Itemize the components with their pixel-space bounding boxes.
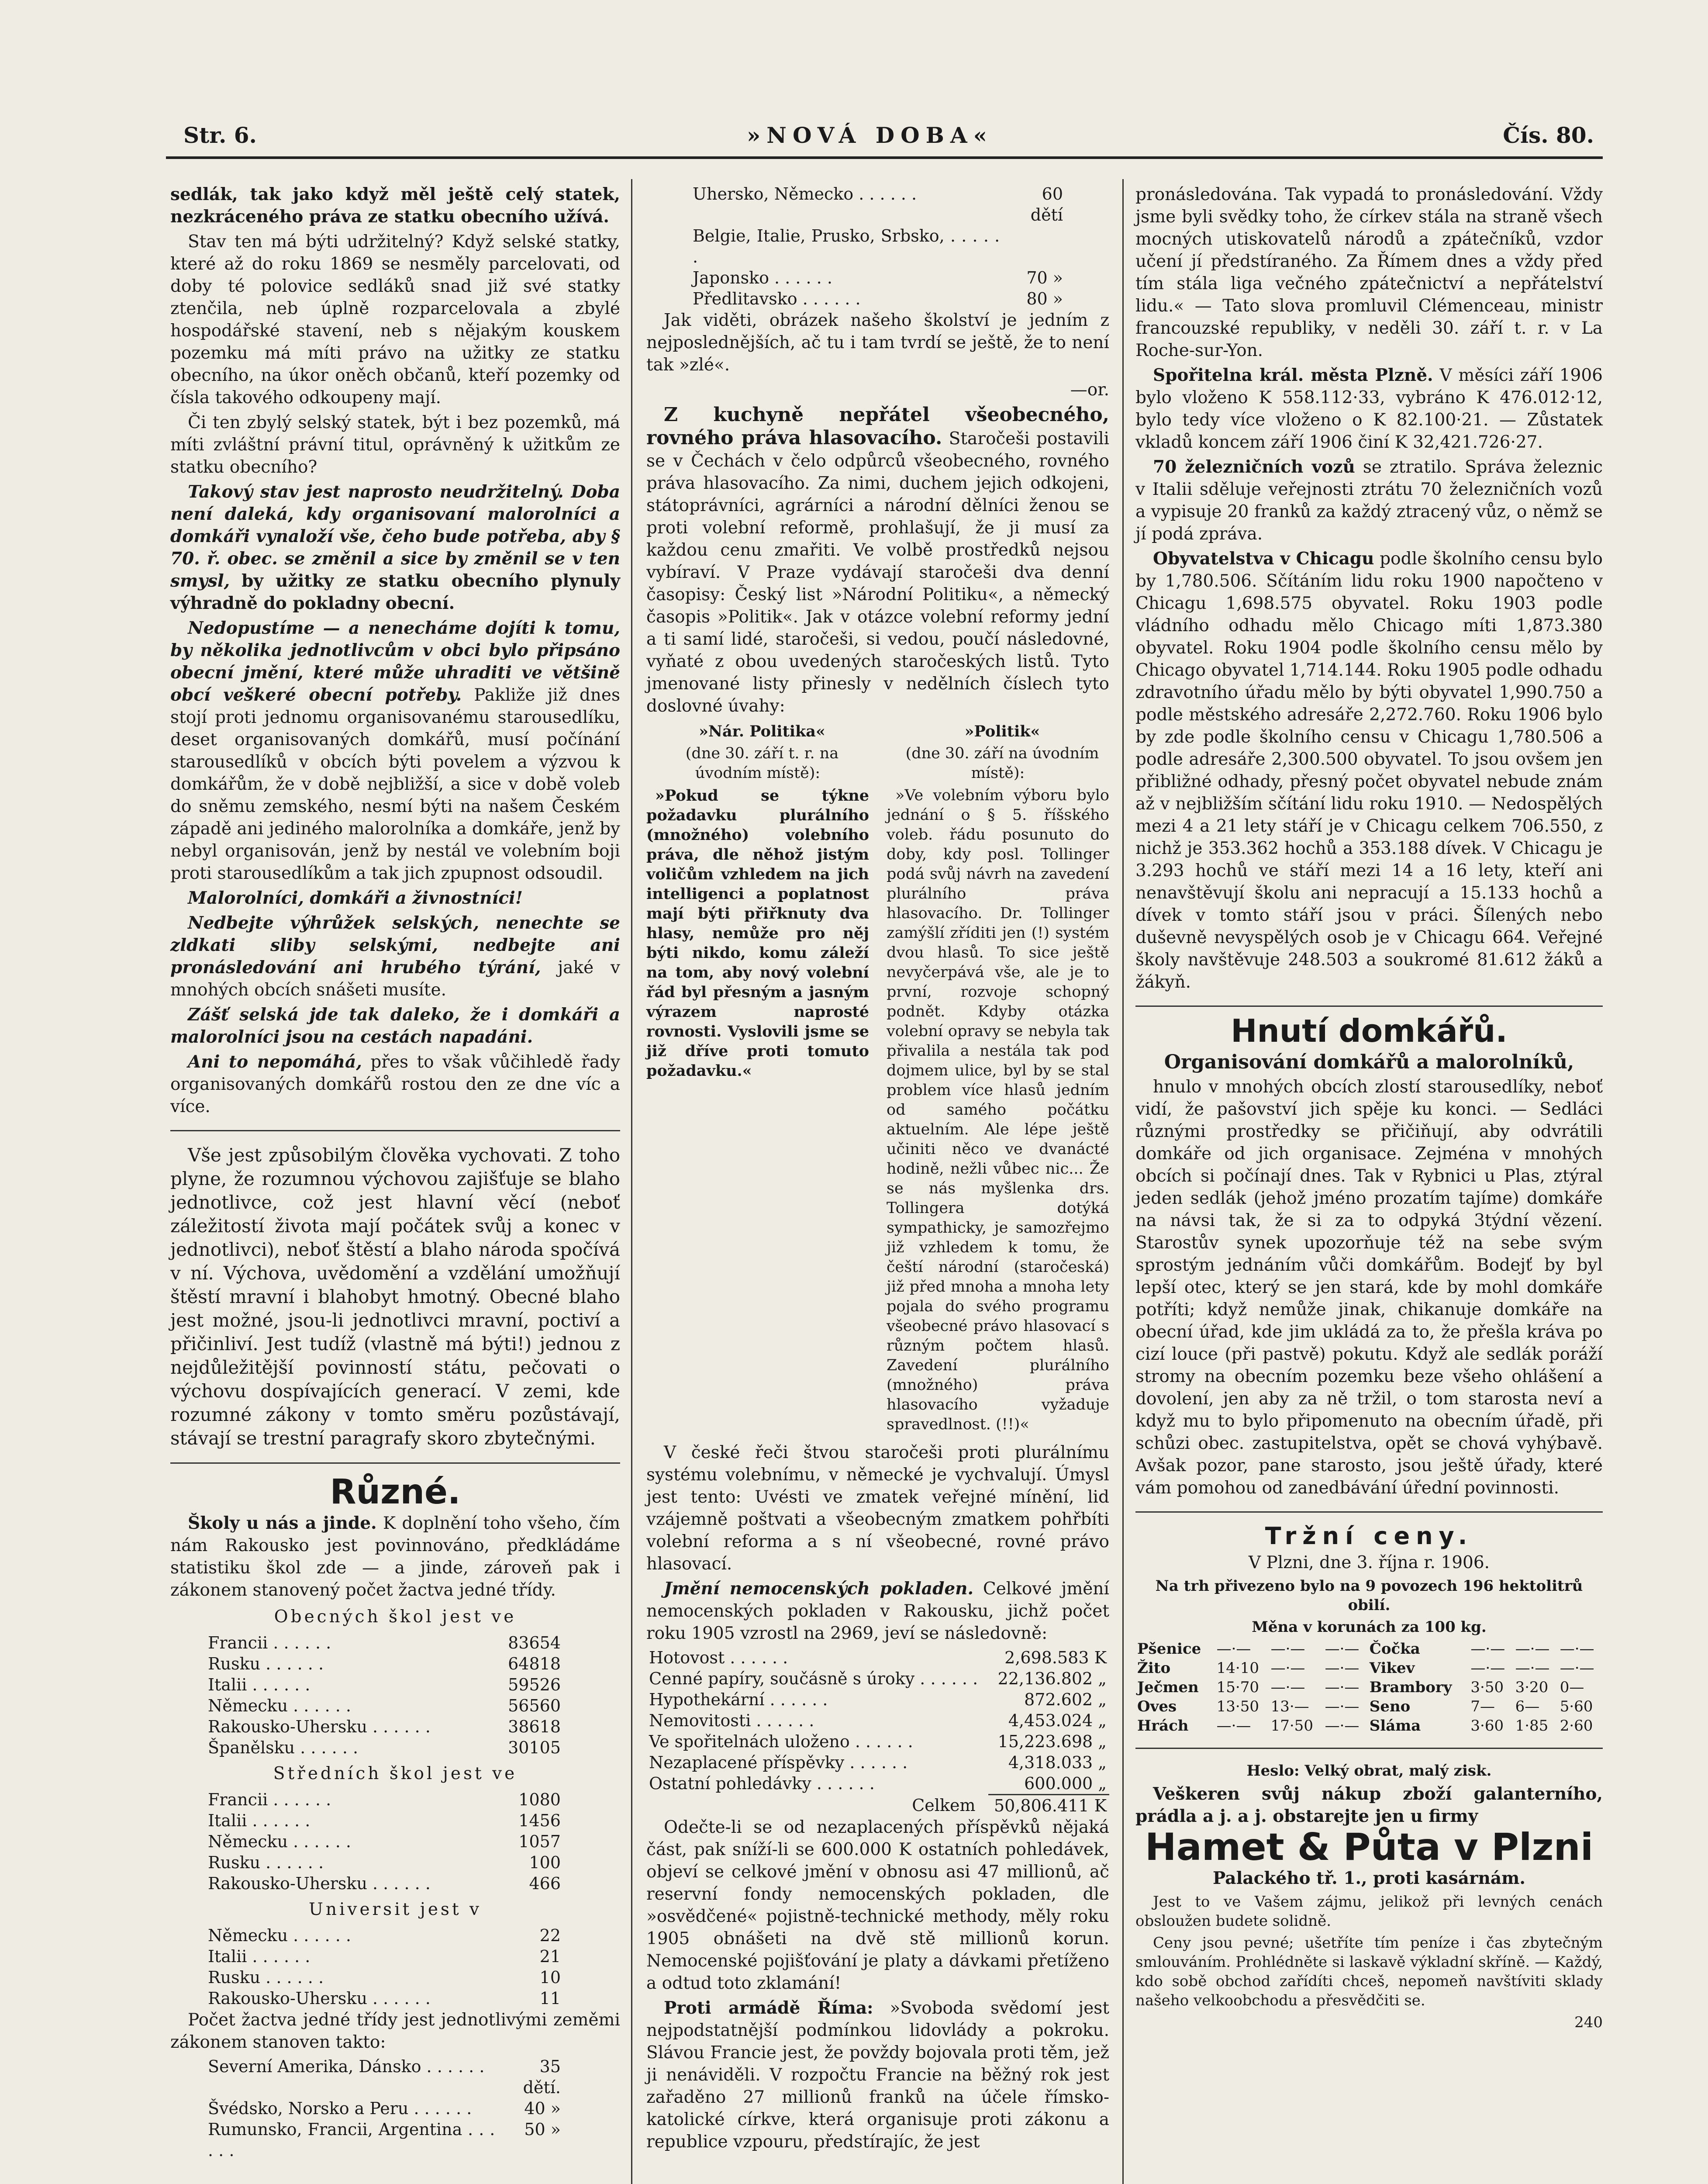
row-label: Předlitavsko . . . . . . — [693, 289, 861, 308]
price-cell: —·— — [1216, 1640, 1251, 1658]
ad-text: Jest to ve Vašem zájmu, jelikož při levných cenách obsloužen budete solidně. — [1135, 1893, 1603, 1930]
row-value: 15,223.698 „ — [997, 1732, 1107, 1751]
row-value: 2,698.583 K — [1004, 1648, 1107, 1667]
table-row — [1135, 1716, 1603, 1735]
row-value: 80 » — [1026, 289, 1063, 308]
commodity-name: Oves — [1137, 1698, 1177, 1715]
table-row — [1135, 1659, 1603, 1678]
table-row — [205, 1674, 563, 1695]
page-number: Str. 6. — [183, 122, 257, 148]
row-label: Rumunsko, Francii, Argentina . . . . . . — [208, 2120, 495, 2160]
commodity-name: Vikev — [1369, 1659, 1415, 1677]
quote-columns — [646, 722, 1109, 1437]
table-row — [205, 2119, 563, 2161]
table-row — [205, 1831, 563, 1852]
price-cell: 14·10 — [1216, 1659, 1259, 1677]
price-cell: 3·20 — [1515, 1679, 1549, 1696]
table-title: Středních škol jest ve — [273, 1764, 518, 1783]
section-divider — [1135, 1748, 1603, 1749]
article-text: Stav ten má býti udržitelný? Když selské statky, které až do roku 1869 se nesměly parcelovati, od doby té polovice sedláků snad již své statky ztenčila, neb úplně rozparcelovala a zbylé hospodářské stavení, neb s nějakým kouskem pozemku má míti právo na užitky ze statku obecního, na úkor oněch občanů, kteří pozemky od čísla takového odkoupeny mají. — [170, 232, 620, 408]
article-text: Z kuchyně nepřátel všeobecného, rovného práva hlasovacího. Staročeši postavili se v Čechách v čelo odpůrců všeobecného, rovného práva hlasovacího. Za nimi, duchem jejich odkojeni, státoprávníci, agrárníci a národní dělníci ženou se proti volební reformě, prohlašují, že ji musí za každou cenu zmařiti. Ve volbě prostředků nejsou vybíraví. V Praze vydávají staročeši dva denní časopisy: Český list »Národní Politiku«, a německý časopis »Politik«. Jak v otázce volební reformy jední a ti samí lidé, staročeši, si vedou, poučí následovné, vyňaté z obou uvedených staročeských listů. Tyto jmenované listy přinesly v nedělních číslech tyto doslovné úvahy: — [646, 404, 1110, 716]
article-text: Nedbejte výhrůžek selských, nenechte se zldkati sliby selskými, nedbejte ani pronásledování ani hrubého týrání, jaké v mnohých obcích snášeti musíte. — [170, 913, 620, 1000]
market-prices-table — [1135, 1639, 1603, 1735]
table-row — [646, 1731, 1109, 1752]
row-value: 100 — [529, 1853, 561, 1872]
row-label: Rakousko-Uhersku . . . . . . — [208, 1989, 431, 2008]
price-cell: —·— — [1325, 1659, 1359, 1677]
row-label: Ve spořitelnách uloženo . . . . . . — [649, 1732, 913, 1751]
row-value: 64818 — [508, 1654, 561, 1673]
table-row — [205, 1653, 563, 1674]
article-heading: Organisování domkářů a malorolníků, — [1164, 1051, 1574, 1073]
row-value: 60 dětí — [1030, 184, 1063, 225]
table-row — [205, 1988, 563, 2009]
row-value: 4,453.024 „ — [1008, 1711, 1107, 1730]
article-text: Malorolníci, domkáři a živnostníci! — [188, 888, 523, 908]
newspaper-page — [166, 118, 1603, 2184]
commodity-name: Žito — [1137, 1659, 1171, 1677]
ad-text: Veškeren svůj nákup zboží galanterního, prádla a j. a j. obstarejte jen u firmy — [1135, 1784, 1603, 1826]
column-divider-2 — [1122, 179, 1124, 2184]
table-row — [646, 1689, 1109, 1710]
table-row — [690, 183, 1066, 225]
row-value: 50 » — [524, 2120, 561, 2139]
newspaper-title: »NOVÁ DOBA« — [747, 122, 993, 148]
row-label: Francii . . . . . . — [208, 1790, 331, 1809]
article-text: Zášť selská jde tak daleko, že i domkáři a malorolníci jsou na cestách napadáni. — [170, 1005, 620, 1047]
row-label: Nezaplacené příspěvky . . . . . . — [649, 1753, 908, 1772]
article-text: Nedopustíme — a nenecháme dojíti k tomu, by několika jednotlivcům v obci bylo připsáno obecní jmění, které může uhraditi ve většině obcí veškeré obecní potřeby. Pakliže již dnes stojí proti jednomu organisovanému starousedlíku, deset organisovaných domkářů, musí počínání starousedlíků v obcích býti povelem a výzvou k domkářům, že v době nejbližší, a sice v době voleb do sněmu zemského, nesmí býti na našem Českém západě ani jediného malorolníka a domkáře, jenž by nebyl organisován, jenž by nestál ve volebním boji proti starousedlíkům a tak jich zpupnost odsoudil. — [170, 618, 621, 883]
table-title: Obecných škol jest ve — [274, 1607, 517, 1627]
row-value: 1057 — [518, 1832, 561, 1851]
row-label: Německu . . . . . . — [208, 1926, 351, 1945]
commodity-name: Sláma — [1369, 1717, 1421, 1735]
row-value: 4,318.033 „ — [1008, 1753, 1107, 1772]
article-text: Takový stav jest naprosto neudržitelný. Doba není daleká, kdy organisovaní malorolníci a domkáři vynaloží vše, čeho bude potřeba, aby § 70. ř. obec. se změnil a sice by změnil se v ten smysl, by užitky ze statku obecního plynuly výhradně do pokladny obecní. — [170, 482, 620, 613]
row-label: Rusku . . . . . . — [208, 1968, 324, 1987]
row-label: Německu . . . . . . — [208, 1696, 351, 1715]
article-text: V české řeči štvou staročeši proti plurálnímu systému volebnímu, v německé je vychvalují. Úmysl jest tento: Uvésti ve zmatek veřejné mínění, lid vzájemně poštvati a všeobecným zmatkem pohřbíti volební reforma a s ní všeobecné, rovné právo hlasovací. — [646, 1443, 1109, 1574]
article-text: Obyvatelstva v Chicagu podle školního censu bylo by 1,780.506. Sčítáním lidu roku 1900 napočteno v Chicagu 1,698.575 obyvatel. Roku 1903 podle vládního odhadu mělo Chicago míti 1,873.380 obyvatel. Roku 1904 podle školního censu mělo by Chicago obyvatel 1,714.144. Roku 1905 podle odhadu zdravotního úřadu mělo by býti obyvatel 1,990.750 a podle městského adresáře 2,272.760. Roku 1906 bylo by zde podle školního censu v Chicagu 1,780.506 a podle adresáře 2,300.500 obyvatel. To jsou ovšem jen přibližné odhady, přesný počet obyvatel nebude znám až v nejbližším sčítání lidu roku 1910. — Nedospělých mezi 4 a 21 lety stáří je v Chicagu celkem 706.550, z nichž je 353.362 hochů a 353.188 dívek. V Chicagu je 3.293 hochů ve stáří mezi 14 a 16 lety, kteří ani nenavštěvují školu ani nepracují a 15.133 hochů a dívek v tomto stáří jsou v práci. Šílených nebo duševně nevyspělých osob je v Chicagu 664. Veřejné školy navštěvuje 248.503 a soukromé 81.612 žáků a žákyň. — [1135, 549, 1603, 992]
article-text: Odečte-li se od nezaplacených příspěvků nějaká část, pak sníží-li se 600.000 K ostatních pohledávek, objeví se celkové jmění v obnosu asi 47 millionů, ač reservní fondy nemocenských pokladen, dle »osvědčené« pojistně-technické methody, měly roku 1905 obnášeti na dvě stě millionů korun. Nemocenské pojišťování je platy a dávkami přetíženo a odtud toto zklamání! — [646, 1818, 1109, 1993]
market-date: V Plzni, dne 3. října r. 1906. — [1248, 1553, 1490, 1572]
price-cell: 5·60 — [1560, 1698, 1593, 1715]
row-value: 22,136.802 „ — [997, 1669, 1107, 1688]
row-value: 1456 — [518, 1811, 561, 1830]
quote-politik: »Politik« (dne 30. září na úvodním místě): »Ve volebním výboru bylo jednání o § 5. říšského voleb. řádu posunuto do doby, kdy posl. Tollinger podá svůj návrh na zavedení plurálního práva hlasovacího. Dr. Tollinger zamýšlí zříditi jen (!) systém dvou hlasů. To sice ještě nevyčerpává vše, ale je to první, rozvoje schopný podnět. Kdyby otázka volební opravy se nebyla tak přivalila a nestála tak pod dojmem ulice, byl by se stal problem více hlasů jedním od samého počátku aktuelním. Ale lépe ještě učiniti něco ve dvanácté hodině, nežli vůbec nic... Že se nás myšlenka drs. Tollingera dotýká sympathicky, je samozřejmo již vzhledem k tomu, že čeští národní (staročeská) již před mnoha a mnoha lety pojala do svého programu všeobecné právo hlasovací s různým počtem hlasů. Zavedení plurálního (množného) práva hlasovacího vyžaduje spravedlnost. (!!)« — [887, 722, 1109, 1433]
row-value: 10 — [539, 1968, 561, 1987]
row-label: Italii . . . . . . — [208, 1811, 311, 1830]
row-value: 1080 — [518, 1790, 561, 1809]
row-value — [1002, 225, 1066, 267]
price-cell: —·— — [1325, 1717, 1359, 1735]
row-label: Rusku . . . . . . — [208, 1654, 324, 1673]
price-cell: —·— — [1270, 1640, 1305, 1658]
price-cell: —·— — [1325, 1640, 1359, 1658]
ad-motto: Heslo: Velký obrat, malý zisk. — [1246, 1762, 1492, 1780]
table-row — [646, 1773, 1109, 1795]
article-text: 70 železničních vozů se ztratilo. Správa železnic v Italii sděluje veřejnosti ztrátu 70 železničních vozů a vypisuje 20 franků za každý ztracený vůz, o němž se jí podá zpráva. — [1135, 457, 1603, 544]
row-label: Severní Amerika, Dánsko . . . . . . — [208, 2057, 485, 2076]
schools-table — [205, 1925, 563, 2009]
article-text: Či ten zbylý selský statek, být i bez pozemků, má míti zvláštní právní titul, oprávněný k užitkům ze statku obecního? — [170, 413, 620, 477]
row-label: Francii . . . . . . — [208, 1633, 331, 1652]
pupils-table-cont — [690, 183, 1066, 309]
market-note: Na trh přivezeno bylo na 9 povozech 196 hektolitrů obilí. — [1155, 1577, 1583, 1614]
table-row: Celkem 50,806.411 K — [646, 1795, 1109, 1817]
table-row — [205, 2098, 563, 2119]
table-row — [205, 1632, 563, 1653]
pupils-table — [205, 2056, 563, 2161]
row-value: 40 » — [524, 2099, 561, 2118]
row-value: 872.602 „ — [1024, 1690, 1107, 1709]
row-value: 600.000 „ — [1024, 1774, 1107, 1793]
article-text: Školy u nás a jinde. K doplnění toho všeho, čím nám Rakousko jest povinnováno, předkládáme statistiku škol zde — a jinde, zároveň pak i zákonem stanovený počet žactva jedné třídy. — [170, 1513, 620, 1600]
row-label: Cenné papíry, součásně s úroky . . . . . . — [649, 1669, 978, 1688]
price-cell: 6— — [1515, 1698, 1540, 1715]
row-value: 70 » — [1026, 268, 1063, 287]
column-1 — [170, 183, 620, 2161]
ad-text: Ceny jsou pevné; ušetříte tím peníze i čas zbytečným smlouváním. Prohlédněte si laskavě výkladní skříně. — Každý, kdo sobě obchod zařídíti chceš, nepomeň navštíviti sklady našeho velkoobchodu a přesvědčiti se. — [1135, 1934, 1603, 2009]
price-cell: 13·— — [1270, 1698, 1309, 1715]
row-value: 38618 — [508, 1717, 561, 1736]
row-label: Španělsku . . . . . . — [208, 1738, 359, 1757]
section-divider — [1135, 1511, 1603, 1513]
article-text: Proti armádě Říma: »Svoboda svědomí jest nejpodstatnější podmínkou lidovlády a pokroku. Slávou Francie jest, že povždy bojovala proti těm, jež ji nenáviděli. V rozpočtu Francie na běžný rok jest zařaděno 27 millionů franků na účele římsko-katolické církve, která organisuje proti zákonu a republice vzpouru, předstírajíc, že jest — [646, 1998, 1109, 2152]
table-row — [646, 1710, 1109, 1731]
table-row — [1135, 1678, 1603, 1697]
commodity-name: Čočka — [1369, 1640, 1420, 1658]
ad-company-name: Hamet & Půta v Plzni — [1145, 1825, 1594, 1869]
row-label: Rakousko-Uhersku . . . . . . — [208, 1717, 431, 1736]
commodity-name: Ječmen — [1137, 1679, 1199, 1696]
article-signature: —or. — [1070, 380, 1109, 400]
price-cell: 2·60 — [1560, 1717, 1593, 1735]
row-value: 35 dětí. — [523, 2057, 561, 2097]
row-label: Rusku . . . . . . — [208, 1853, 324, 1872]
column-divider-1 — [631, 179, 632, 2184]
row-value: 466 — [529, 1874, 561, 1893]
price-cell: —·— — [1515, 1640, 1550, 1658]
table-title: Universit jest v — [308, 1900, 482, 1919]
section-divider — [170, 1462, 620, 1464]
price-cell: 17·50 — [1270, 1717, 1313, 1735]
row-label: Švédsko, Norsko a Peru . . . . . . — [208, 2099, 472, 2118]
table-row — [1135, 1697, 1603, 1716]
price-cell: —·— — [1216, 1717, 1251, 1735]
article-text: Ani to nepomáhá, přes to však vůčihledě řady organisovaných domkářů rostou den ze dne víc a více. — [170, 1052, 620, 1116]
price-cell: —·— — [1325, 1679, 1359, 1696]
row-value: 22 — [539, 1926, 561, 1945]
price-cell: 0— — [1560, 1679, 1584, 1696]
column-2 — [646, 183, 1109, 2156]
price-cell: 3·60 — [1470, 1717, 1504, 1735]
row-value: 21 — [539, 1947, 561, 1966]
article-text: Jmění nemocenských pokladen. Celkové jmění nemocenských pokladen v Rakousku, jichž počet roku 1905 vzrostl na 2969, jeví se následovně: — [646, 1579, 1109, 1643]
table-row — [205, 1789, 563, 1810]
table-row — [205, 1925, 563, 1946]
price-cell: 13·50 — [1216, 1698, 1259, 1715]
price-cell: 3·50 — [1470, 1679, 1504, 1696]
row-label: Uhersko, Německo . . . . . . — [693, 184, 917, 204]
finance-table — [646, 1647, 1109, 1816]
row-label: Italii . . . . . . — [208, 1947, 311, 1966]
price-cell: 15·70 — [1216, 1679, 1259, 1696]
row-label: Ostatní pohledávky . . . . . . — [649, 1774, 875, 1793]
price-cell: —·— — [1560, 1640, 1594, 1658]
section-divider — [170, 1130, 620, 1131]
table-row — [205, 1716, 563, 1737]
table-row — [646, 1647, 1109, 1668]
section-heading-razne: Různé. — [330, 1472, 461, 1512]
table-row — [646, 1668, 1109, 1689]
row-label: Italii . . . . . . — [208, 1675, 311, 1694]
row-label: Japonsko . . . . . . — [693, 268, 832, 287]
issue-number: Čís. 80. — [1503, 122, 1594, 148]
ad-number: 240 — [1574, 2014, 1603, 2031]
commodity-name: Hrách — [1137, 1717, 1189, 1735]
article-text: Jak viděti, obrázek našeho školství je jedním z nejposlednějších, ač tu i tam tvrdí se ještě, že to není tak »zlé«. — [646, 311, 1109, 375]
row-label: Hotovost . . . . . . — [649, 1648, 788, 1667]
article-text: hnulo v mnohých obcích zlostí starousedlíky, neboť vidí, že pašovství jich spěje ku konci. — Sedláci různými prostředky se přičiňují, aby odvrátili domkáře od jich organisace. Zejména v mnohých obcích si počínají dnes. Tak v Rybnici u Plas, ztýral jeden sedlák (jehož jméno prozatím tajíme) domkáře na návsi tak, že si za to odpyká 3týdní vězení. Starostův synek upozorňuje též na sebe svým sprostým jednáním vůči domkářům. Bodejť by byl lepší otec, který se jen stará, kde by mohl domkáře potříti; když nemůže jinak, chikanuje domkáře na obecní úřad, kde jim ukládá za to, že přešla kráva po cizí louce (při pastvě) pokutu. Když ale sedlák poráží stromy na obecním pozemku beze všeho ohlášení a dovolení, jen aby za ně tržil, o tom starosta neví a když mu to bylo připomenuto na obecním úřadě, při schůzi obec. zastupitelstva, opět se chová vyhýbavě. Avšak pozor, pane starosto, jsou ještě úřady, které vám pomohou od zanedbávání úřední povinnosti. — [1135, 1077, 1603, 1498]
price-cell: —·— — [1515, 1659, 1550, 1677]
article-text: Počet žactva jedné třídy jest jednotlivými zeměmi zákonem stanoven takto: — [170, 2010, 620, 2052]
price-cell: 7— — [1470, 1698, 1495, 1715]
article-text: Spořitelna král. města Plzně. V měsíci září 1906 bylo vloženo K 558.112·33, vybráno K 476.012·12, bylo tedy více vloženo o K 82.100·21. — Zůstatek vkladů koncem září 1906 činí K 32,421.726·27. — [1135, 365, 1603, 452]
article-text: Vše jest způsobilým člověka vychovati. Z toho plyne, že rozumnou výchovou zajišťuje se blaho jednotlivce, což jest hlavní věcí (neboť záležitostí života mají počátek svůj a konec v jednotlivci), neboť štěstí a blaho národa spočívá v ní. Výchova, uvědomění a vzdělání umožňují štěstí mravní i blahobyt hmotný. Obecné blaho jest možné, jsou-li jednotlivci mravní, poctiví a přičinliví. Jest tudíž (vlastně má býti!) jednou z nejdůležitější povinností státu, pečovati o výchovu dospívajících generací. V zemi, kde rozumné zákony v tomto směru pozůstávají, stávají se trestní paragrafy skoro zbytečnými. — [170, 1144, 620, 1449]
commodity-name: Seno — [1369, 1698, 1411, 1715]
section-heading-hnuti: Hnutí domkářů. — [1231, 1013, 1508, 1049]
price-cell: —·— — [1270, 1679, 1305, 1696]
table-row — [205, 2056, 563, 2098]
table-row — [690, 225, 1066, 267]
table-row — [690, 288, 1066, 309]
row-value: 59526 — [508, 1675, 561, 1694]
schools-table — [205, 1789, 563, 1894]
price-cell: —·— — [1470, 1659, 1505, 1677]
row-label: Nemovitosti . . . . . . — [649, 1711, 814, 1730]
market-currency: Měna v korunách za 100 kg. — [1252, 1618, 1487, 1636]
table-row — [646, 1752, 1109, 1773]
price-cell: —·— — [1470, 1640, 1505, 1658]
price-cell: —·— — [1270, 1659, 1305, 1677]
article-text: pronásledována. Tak vypadá to pronásledování. Vždy jsme byli svědky toho, že církev stála na straně všech mocných utiskovatelů národů a zpátečníků, vzdor učení jí předstíraného. Za Římem dnes a vždy před tím stála liga večného zpátečnictví a nepřátelství lidu.« — Tato slova promluvil Clémenceau, ministr francouzské republiky, v neděli 30. září t. r. v La Roche-sur-Yon. — [1135, 185, 1603, 360]
row-label: Německu . . . . . . — [208, 1832, 351, 1851]
row-value: 83654 — [508, 1633, 561, 1652]
row-label: Belgie, Italie, Prusko, Srbsko, . . . . . . — [693, 226, 1000, 266]
commodity-name: Pšenice — [1137, 1640, 1201, 1658]
commodity-name: Brambory — [1369, 1679, 1452, 1696]
row-value: 30105 — [508, 1738, 561, 1757]
table-row — [205, 1873, 563, 1894]
row-value: 11 — [539, 1989, 561, 2008]
section-divider — [1135, 1006, 1603, 1007]
price-cell: —·— — [1325, 1698, 1359, 1715]
quote-narodni-politika: »Nár. Politika« (dne 30. září t. r. na úvodním místě): »Pokud se týkne požadavku plurálního (množného) volebního práva, dle něhož jistým voličům vzhledem na jich intelligenci a poplatnost mají býti přiřknuty dva hlasy, nemůže pro něj býti nikdo, komu záleží na tom, aby nový volební řád byl přesným a jasným výrazem naprosté rovnosti. Vyslovili jsme se již dříve proti tomuto požadavku.« — [646, 722, 869, 1080]
price-cell: —·— — [1560, 1659, 1594, 1677]
row-value: 56560 — [508, 1696, 561, 1715]
column-3 — [1135, 183, 1603, 2035]
page-header — [166, 118, 1603, 153]
article-text: sedlák, tak jako když měl ještě celý statek, nezkráceného práva ze statku obecního užívá. — [170, 184, 620, 227]
row-label: Hypothekární . . . . . . — [649, 1690, 828, 1709]
row-label: Rakousko-Uhersku . . . . . . — [208, 1874, 431, 1893]
header-rule — [166, 156, 1603, 159]
section-heading-trzni-ceny: Tržní ceny. — [1265, 1522, 1473, 1550]
table-row — [205, 1810, 563, 1831]
ad-address: Palackého tř. 1., proti kasárnám. — [1213, 1868, 1525, 1888]
table-row — [205, 1737, 563, 1758]
table-row — [205, 1946, 563, 1967]
table-row — [205, 1695, 563, 1716]
table-row — [205, 1967, 563, 1988]
price-cell: 1·85 — [1515, 1717, 1549, 1735]
table-row — [205, 1852, 563, 1873]
schools-table — [205, 1632, 563, 1758]
table-row — [690, 267, 1066, 288]
table-row — [1135, 1639, 1603, 1659]
